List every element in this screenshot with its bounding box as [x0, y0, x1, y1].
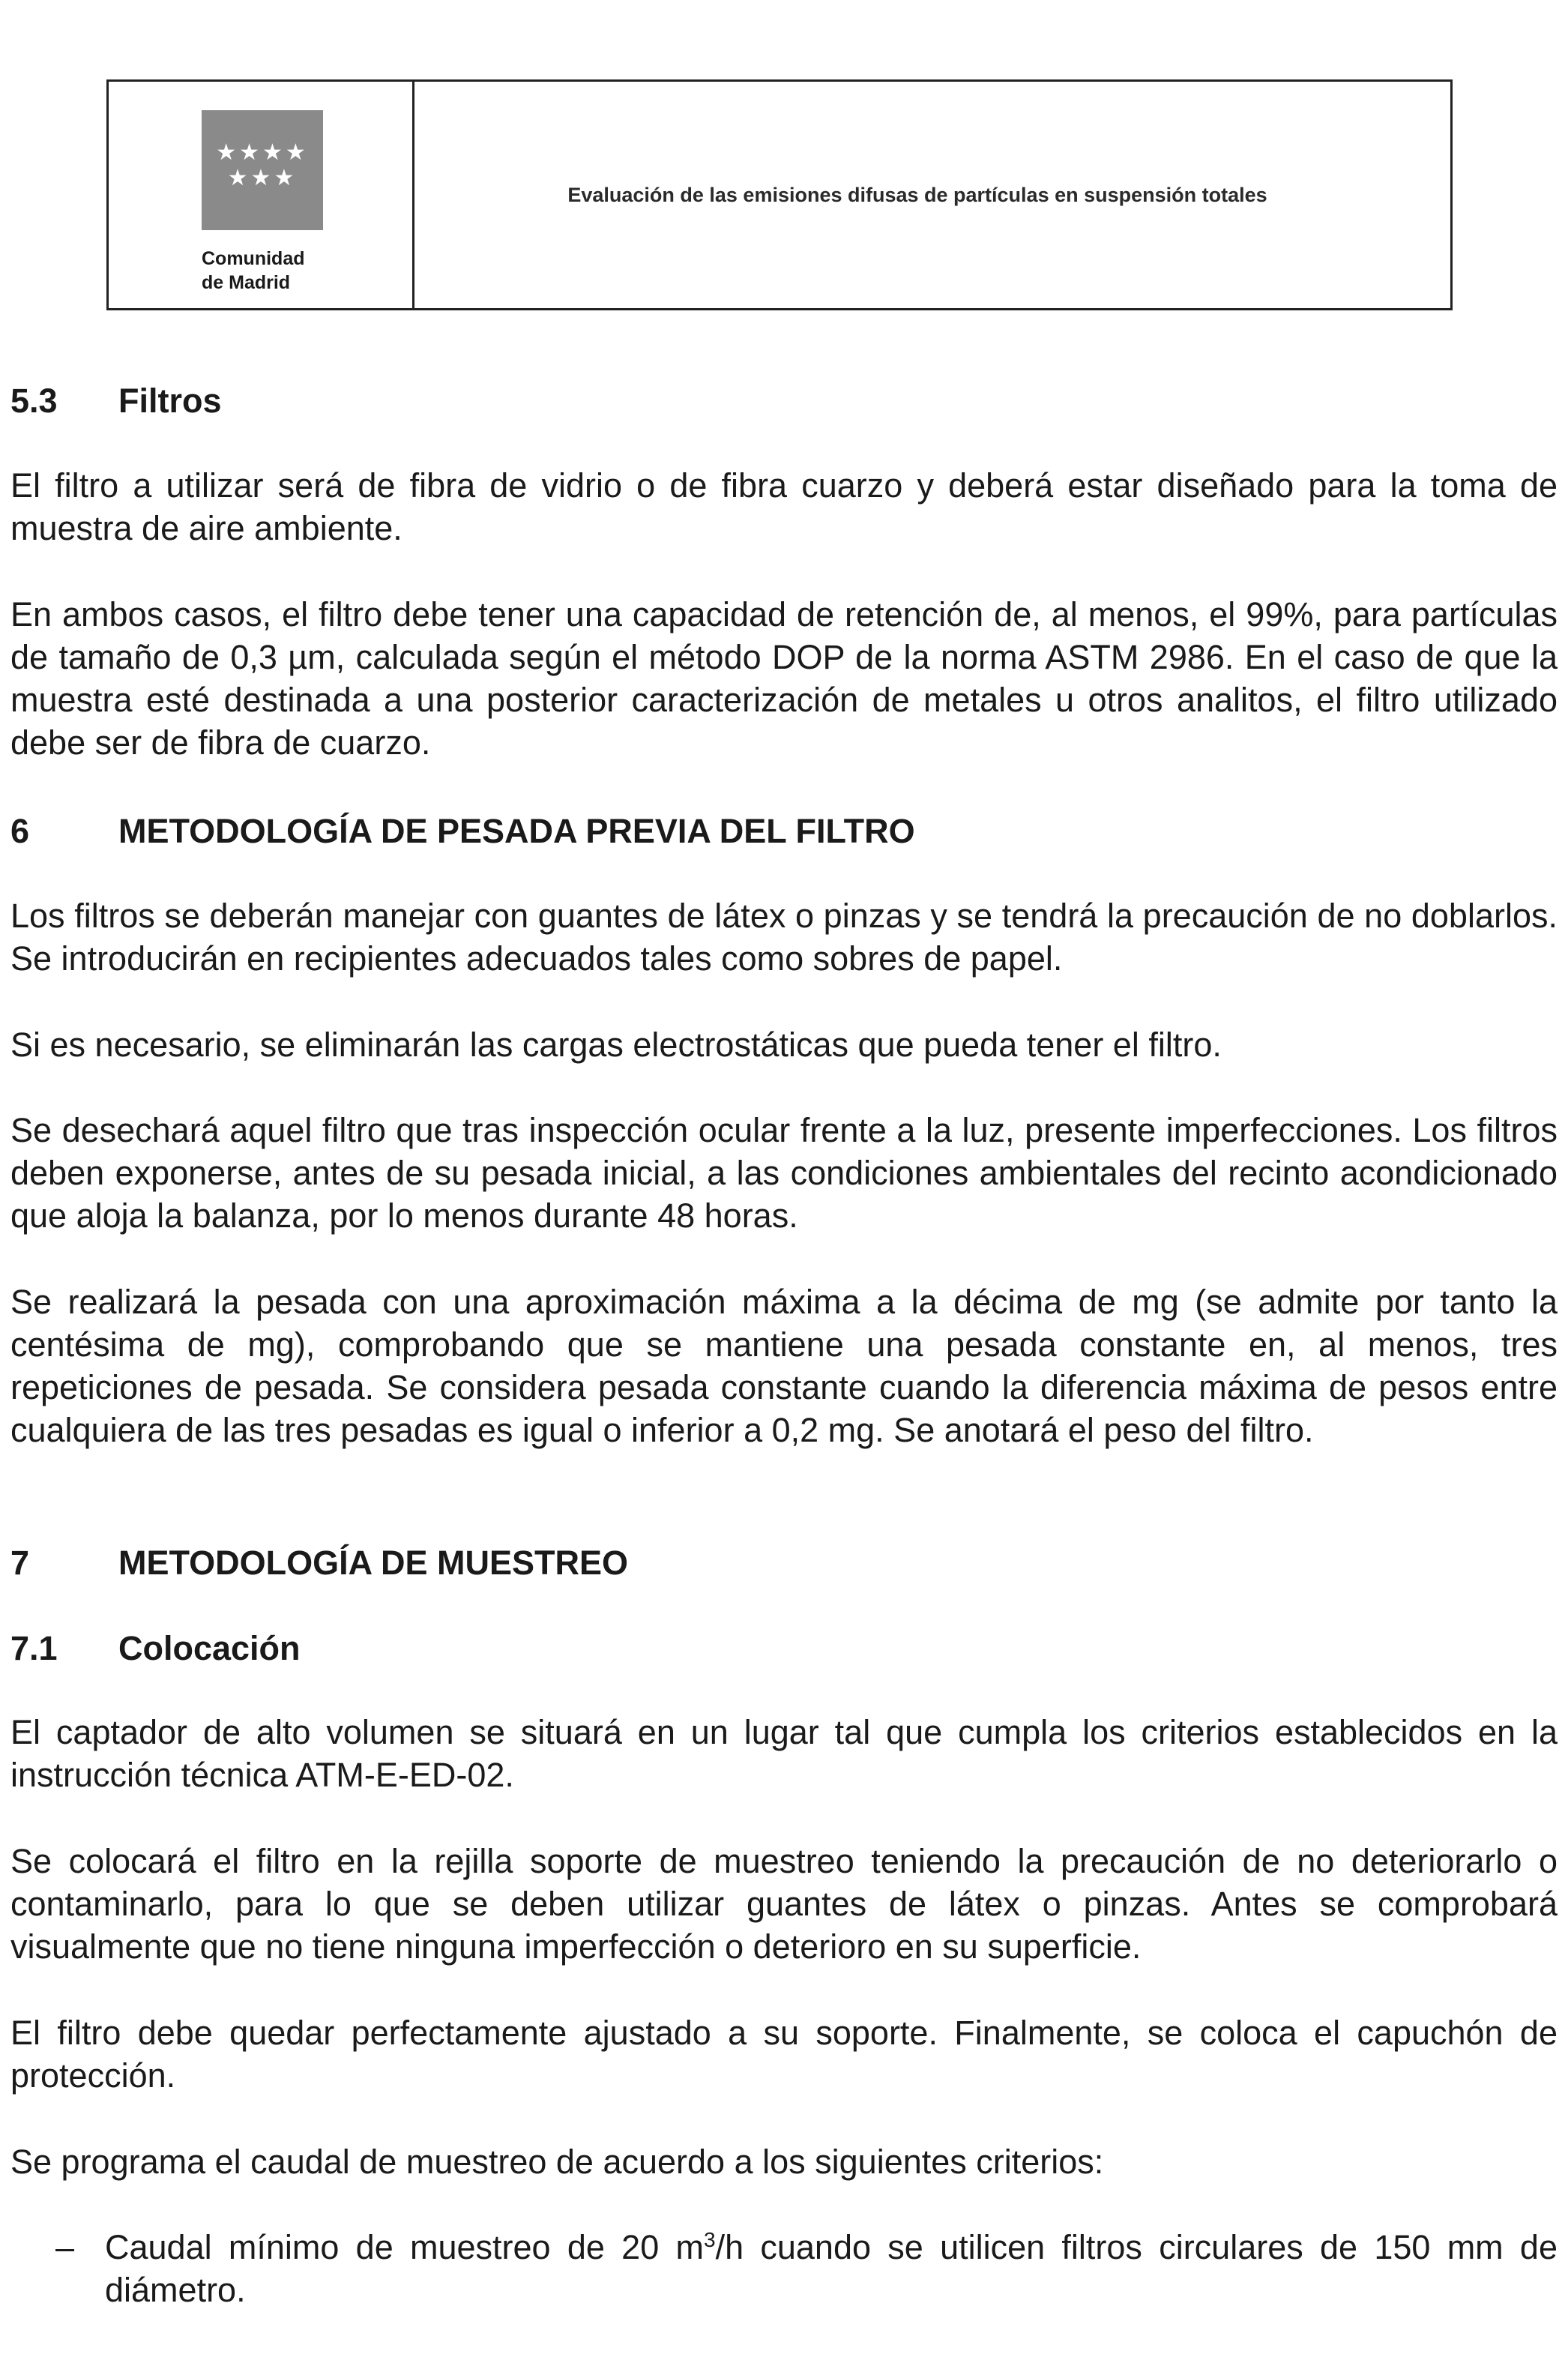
- paragraph: Se desechará aquel filtro que tras inspección ocular frente a la luz, presente imperfecciones. Los filtros deben exponerse, antes de su pesada inicial, a las condiciones ambientales del recinto acondicionado que aloja la balanza, por lo menos durante 48 horas.: [10, 1111, 1558, 1235]
- paragraph: El captador de alto volumen se situará en un lugar tal que cumpla los criterios establecidos en la instrucción técnica ATM-E-ED-02.: [10, 1713, 1558, 1794]
- logo-text-line1: Comunidad: [202, 248, 305, 269]
- list-item-text: [105, 2226, 1558, 2311]
- section-number: 5.3: [10, 382, 58, 420]
- list-item: [55, 2226, 1558, 2311]
- section-number: 7: [10, 1544, 30, 1582]
- superscript: 3: [703, 2228, 716, 2251]
- paragraph: El filtro debe quedar perfectamente ajustado a su soporte. Finalmente, se coloca el capuchón de protección.: [10, 2014, 1558, 2095]
- dash-bullet-icon: –: [55, 2228, 75, 2266]
- list-item-text-end: /h cuando se utilicen filtros circulares de 150 mm de diámetro.: [105, 2228, 1558, 2309]
- header-title-cell: [414, 82, 1450, 308]
- section-number: 7.1: [10, 1629, 58, 1667]
- paragraph: Se programa el caudal de muestreo de acuerdo a los siguientes criterios:: [10, 2143, 1104, 2181]
- header-title: Evaluación de las emisiones difusas de partículas en suspensión totales: [567, 183, 1267, 206]
- section-heading-6: [10, 811, 915, 852]
- section-heading-7-1: [10, 1628, 301, 1669]
- stars-icon: ★★★★ ★★★: [216, 139, 309, 191]
- comunidad-de-madrid-logo: [202, 110, 323, 230]
- section-heading-5-3: [10, 381, 222, 421]
- logo-cell: [109, 82, 414, 308]
- paragraph: Si es necesario, se eliminarán las cargas electrostáticas que pueda tener el filtro.: [10, 1026, 1222, 1064]
- section-number: 6: [10, 812, 30, 850]
- paragraph: En ambos casos, el filtro debe tener una capacidad de retención de, al menos, el 99%, para partículas de tamaño de 0,3 µm, calculada según el método DOP de la norma ASTM 2986. En el caso de que la muestra esté destinada a una posterior caracterización de metales u otros analitos, el filtro utilizado debe ser de fibra de cuarzo.: [10, 595, 1558, 762]
- section-title: Filtros: [118, 382, 222, 420]
- section-heading-7: [10, 1543, 628, 1583]
- section-title: METODOLOGÍA DE PESADA PREVIA DEL FILTRO: [118, 812, 915, 850]
- document-header: [106, 79, 1453, 310]
- section-title: Colocación: [118, 1629, 301, 1667]
- list-item-text-start: Caudal mínimo de muestreo de 20 m: [105, 2228, 704, 2266]
- logo-text: [202, 247, 305, 295]
- paragraph: El filtro a utilizar será de fibra de vidrio o de fibra cuarzo y deberá estar diseñado para la toma de muestra de aire ambiente.: [10, 466, 1558, 547]
- section-title: METODOLOGÍA DE MUESTREO: [118, 1544, 629, 1582]
- paragraph: Los filtros se deberán manejar con guantes de látex o pinzas y se tendrá la precaución de no doblarlos. Se introducirán en recipientes adecuados tales como sobres de papel.: [10, 897, 1558, 978]
- paragraph: Se realizará la pesada con una aproximación máxima a la décima de mg (se admite por tanto la centésima de mg), comprobando que se mantiene una pesada constante en, al menos, tres repeticiones de pesada. Se considera pesada constante cuando la diferencia máxima de pesos entre cualquiera de las tres pesadas es igual o inferior a 0,2 mg. Se anotará el peso del filtro.: [10, 1283, 1558, 1449]
- paragraph: Se colocará el filtro en la rejilla soporte de muestreo teniendo la precaución de no deteriorarlo o contaminarlo, para lo que se deben utilizar guantes de látex o pinzas. Antes se comprobará visualmente que no tiene ninguna imperfección o deterioro en su superficie.: [10, 1842, 1558, 1966]
- logo-text-line2: de Madrid: [202, 272, 291, 293]
